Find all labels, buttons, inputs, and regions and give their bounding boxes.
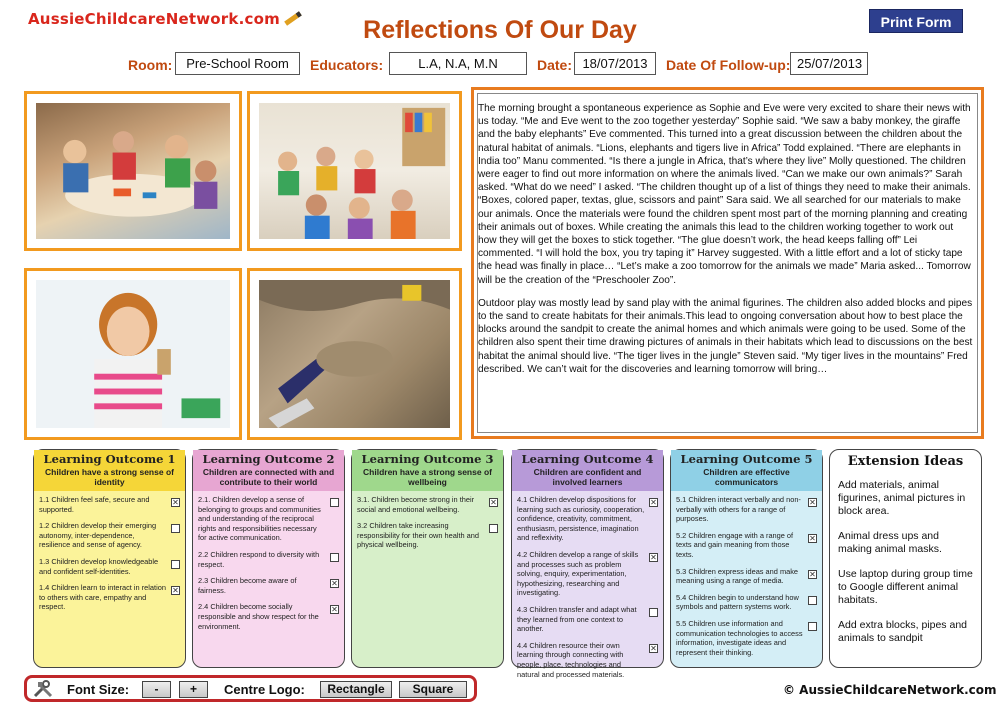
outcome-item-text: 2.4 Children become socially responsible and show respect for the environment. [198,602,319,631]
learning-outcome-subtitle: Children are confident and involved learners [533,467,642,487]
settings-toolbar [24,675,477,702]
outcome-item [357,521,498,550]
outcome-item [198,495,339,543]
outcome-checkbox[interactable] [489,524,498,533]
learning-outcome-header [193,450,344,491]
outcome-checkbox[interactable]: ✕ [650,552,657,562]
outcome-item [676,567,817,586]
copyright-text: © AussieChildcareNetwork.com [783,683,997,697]
logo-text: AussieChildcareNetwork.com [28,10,280,28]
outcome-item-text: 5.5 Children use information and communication technologies to access information, investigate ideas and represent their thinking. [676,618,803,657]
print-form-button[interactable]: Print Form [869,9,963,33]
centre-logo-label: Centre Logo: [224,682,305,697]
outcome-checkbox[interactable] [330,553,339,562]
girl-smiling-image [36,280,230,428]
outcome-checkbox[interactable] [649,608,658,617]
followup-label: Date Of Follow-up: [666,57,791,73]
outcome-item-text: 1.2 Children develop their emerging autonomy, inter-dependence, resilience and sense of agency. [39,521,157,550]
learning-outcome-subtitle: Children are connected with and contribute to their world [202,467,335,487]
outcome-checkbox[interactable]: ✕ [809,533,816,543]
learning-outcome-title: Learning Outcome 5 [680,452,813,466]
outcome-checkbox[interactable]: ✕ [331,605,338,615]
children-table-image [36,103,230,239]
learning-outcome-list [34,491,185,612]
learning-outcome-title: Learning Outcome 3 [361,452,494,466]
outcome-item [198,602,339,631]
outcome-checkbox[interactable] [330,498,339,507]
tools-icon [33,680,53,698]
educators-field[interactable]: L.A, N.A, M.N [389,52,527,75]
learning-outcome-card-1 [33,449,186,668]
outcome-item-text: 5.2 Children engage with a range of texts and gain meaning from those texts. [676,530,794,559]
circle-time-image [259,103,450,239]
learning-outcome-subtitle: Children are effective communicators [703,467,790,487]
page-title: Reflections Of Our Day [363,16,637,44]
outcome-checkbox[interactable]: ✕ [809,498,816,507]
learning-outcome-card-5 [670,449,823,668]
outcome-item-text: 2.1. Children develop a sense of belonging to groups and communities and understanding of the reciprocal rights and responsibilities necessary for active communication. [198,495,321,543]
outcome-item [39,521,180,550]
extension-ideas-title: Extension Ideas [847,454,964,469]
outcome-item-text: 1.1 Children feel safe, secure and supported. [39,495,150,514]
outcome-item [198,550,339,569]
learning-outcome-header [512,450,663,491]
reflection-text-area[interactable] [471,87,984,439]
followup-field[interactable]: 25/07/2013 [790,52,868,75]
learning-outcome-title: Learning Outcome 2 [202,452,335,466]
room-label: Room: [128,57,173,73]
learning-outcome-header [352,450,503,491]
outcome-item-text: 3.1. Children become strong in their social and emotional wellbeing. [357,495,475,514]
learning-outcome-title: Learning Outcome 1 [43,452,176,466]
outcome-checkbox[interactable]: ✕ [172,498,179,507]
date-field[interactable]: 18/07/2013 [574,52,656,75]
outcome-checkbox[interactable]: ✕ [331,579,338,589]
outcome-checkbox[interactable]: ✕ [490,498,497,507]
story-paragraph-2: Outdoor play was mostly lead by sand play with the animal figurines. The children also added blocks and pipes to the sand to create habitats for their animals.This lead to ongoing conversation about how to best place the blocks around the sandpit to create the animal homes and which animals were going to be used. Some of the children also spent their time drawing pictures of animals in their habitats which lead to discussions on the best habitat the animal should live. “The tiger lives in the jungle” Steven said. “My tiger lives in the mountains” Fred described. We can’t wait for the discoveries and learning tomorrow will bring… [478,297,973,375]
photo-2[interactable] [247,91,462,251]
extension-idea: Animal dress ups and making animal masks. [838,530,942,555]
learning-outcome-card-4 [511,449,664,679]
learning-outcome-card-3 [351,449,504,668]
outcome-item-text: 4.4 Children resource their own learning through connecting with people, place, technologies and natural and processed materials. [517,640,625,679]
room-field[interactable]: Pre-School Room [175,52,300,75]
learning-outcome-title: Learning Outcome 4 [521,452,654,466]
outcome-item [39,495,180,514]
learning-outcome-header [34,450,185,491]
outcome-checkbox[interactable] [171,560,180,569]
extension-idea: Use laptop during group time to Google different animal habitats. [838,568,973,606]
learning-outcome-subtitle: Children have a strong sense of wellbeing [363,467,492,487]
extension-idea: Add materials, animal figurines, animal pictures in block area. [838,479,966,517]
extension-idea: Add extra blocks, pipes and animals to sandpit [838,619,967,644]
learning-outcome-header [671,450,822,491]
outcome-item [39,557,180,576]
date-label: Date: [537,57,573,73]
outcome-item-text: 3.2 Children take increasing responsibility for their own health and physical wellbeing. [357,521,480,550]
outcome-item-text: 4.3 Children transfer and adapt what they learned from one context to another. [517,604,637,634]
outcome-item [676,593,817,612]
outcome-item-text: 4.2 Children develop a range of skills and processes such as problem solving, enquiry, experimentation, hypothesizing, researching and investigating. [517,549,639,598]
extension-ideas-panel[interactable] [829,449,982,668]
photo-4[interactable] [247,268,462,440]
learning-outcome-list [671,491,822,657]
learning-outcome-subtitle: Children have a strong sense of identity [45,467,174,487]
outcome-item-text: 5.1 Children interact verbally and non-verbally with others for a range of purposes. [676,495,801,524]
sand-play-image [259,280,450,428]
learning-outcome-card-2 [192,449,345,668]
logo-square-button[interactable]: Square [399,681,467,698]
outcome-item [357,495,498,514]
educators-label: Educators: [310,57,384,73]
outcome-checkbox[interactable]: ✕ [172,586,179,596]
font-size-label: Font Size: [67,682,130,697]
outcome-item-text: 2.2 Children respond to diversity with respect. [198,549,320,569]
outcome-item-text: 2.3 Children become aware of fairness. [198,576,297,595]
outcome-item-text: 5.4 Children begin to understand how symbols and pattern systems work. [676,592,799,612]
font-decrease-button[interactable]: - [142,681,171,698]
outcome-item [676,495,817,524]
outcome-item [517,550,658,598]
outcome-checkbox[interactable]: ✕ [650,643,657,653]
photo-1[interactable] [24,91,242,251]
story-paragraph-1: The morning brought a spontaneous experience as Sophie and Eve were very excited to share their news with us today. “Me and Eve went to the zoo together yesterday” Sophie said. “We saw a baby monkey, the giraffe and the baby elephants” Eve commented. This turned into a great discussion between the children about the natural habitat of animals. “Lions, elephants and tigers live in Africa” Todd explained. “There are elephants in India too” Manu commented. “Is there a jungle in Africa, that’s where they live” Molly questioned. The children were eager to find out more information on where the animals lived. “Can we make our own animals?” Sarah asked. “What do we need” I asked. “The children thought up of a list of things they need to make their animals. “Boxes, colored paper, textas, glue, scissors and paint” Sara said. We all searched for our materials to make our animals. Once the materials were found the children spent most part of the morning planning and creating their animals out of boxes. While creating the animals this lead to the children working together to work out how they will get the boxes to stick together. “The glue doesn’t work, the head keeps falling off” Lei commented. “I will hold the box, you try taping it” Harvey suggested. With a little effort and a lot of sticky tape the head was finally in place… “Let’s make a zoo tomorrow for the animals we made” Maria asked... Tomorrow will be the creation of the “Preschooler Zoo”. [478,103,971,286]
outcome-checkbox[interactable]: ✕ [650,498,657,507]
outcome-item [198,576,339,595]
outcome-item [517,641,658,679]
learning-outcome-list [512,491,663,679]
outcome-item-text: 1.3 Children develop knowledgeable and confident self-identities. [39,556,159,576]
outcome-item-text: 5.3 Children express ideas and make meaning using a range of media. [676,566,799,586]
logo-rectangle-button[interactable]: Rectangle [320,681,392,698]
outcome-checkbox[interactable] [171,524,180,533]
outcome-item-text: 1.4 Children learn to interact in relation to others with care, empathy and respect. [39,583,166,612]
font-increase-button[interactable]: + [179,681,208,698]
outcome-checkbox[interactable] [808,622,817,631]
outcome-item [676,619,817,657]
outcome-item [517,495,658,543]
outcome-checkbox[interactable] [808,596,817,605]
outcome-checkbox[interactable]: ✕ [809,569,816,579]
learning-outcome-list [193,491,344,631]
learning-outcome-list [352,491,503,550]
outcome-item-text: 4.1 Children develop dispositions for learning such as curiosity, cooperation, confidence, creativity, commitment, enthusiasm, persistence, imagination and reflexivity. [517,495,645,543]
photo-3[interactable] [24,268,242,440]
outcome-item [39,583,180,612]
outcome-item [517,605,658,634]
outcome-item [676,531,817,560]
